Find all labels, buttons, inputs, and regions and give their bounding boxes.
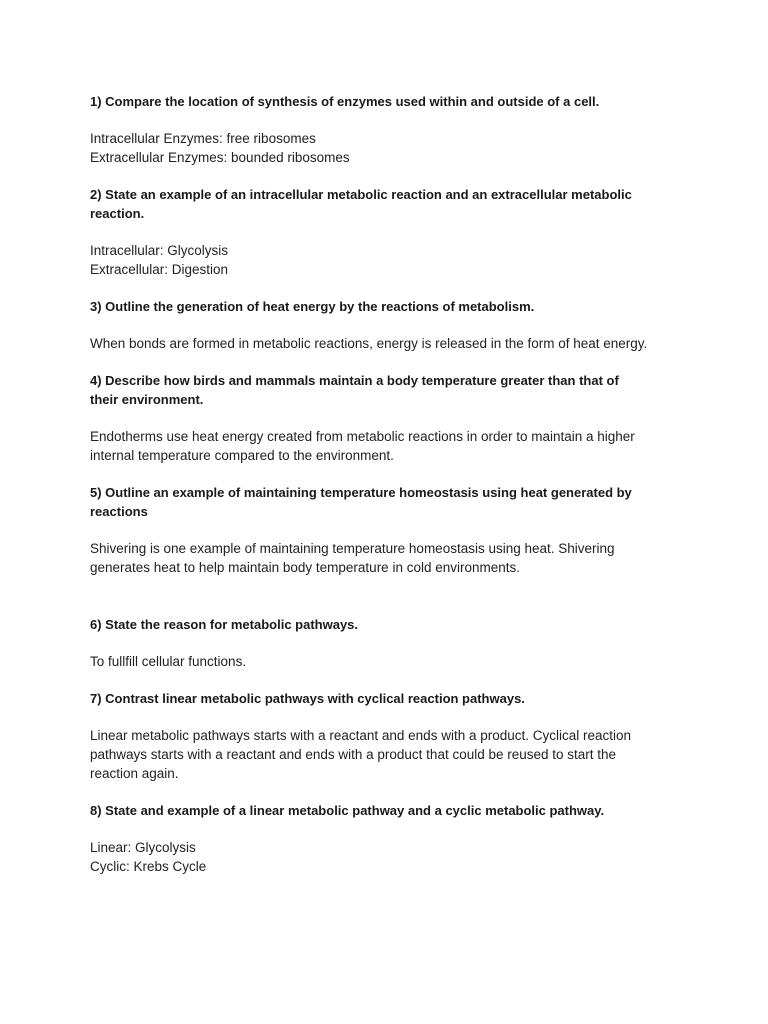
question-1: 1) Compare the location of synthesis of enzymes used within and outside of a cell.: [90, 94, 600, 109]
answer-5-line-2: generates heat to help maintain body temperature in cold environments.: [90, 560, 521, 575]
question-8: 8) State and example of a linear metabolic pathway and a cyclic metabolic pathway.: [90, 803, 605, 818]
question-5-line-2: reactions: [90, 504, 148, 519]
document-page: [90, 92, 690, 876]
question-4-line-2: their environment.: [90, 392, 204, 407]
answer-4-line-1: Endotherms use heat energy created from metabolic reactions in order to maintain a higher: [90, 429, 635, 444]
answer-4-line-2: internal temperature compared to the environment.: [90, 448, 394, 463]
answer-8-line-1: Linear: Glycolysis: [90, 840, 196, 855]
answer-7-line-3: reaction again.: [90, 766, 179, 781]
answer-6-line-1: To fullfill cellular functions.: [90, 654, 247, 669]
question-7: 7) Contrast linear metabolic pathways with cyclical reaction pathways.: [90, 691, 525, 706]
question-3: 3) Outline the generation of heat energy by the reactions of metabolism.: [90, 299, 535, 314]
answer-1-line-2: Extracellular Enzymes: bounded ribosomes: [90, 150, 350, 165]
answer-8-line-2: Cyclic: Krebs Cycle: [90, 859, 207, 874]
question-4-line-1: 4) Describe how birds and mammals maintain a body temperature greater than that of: [90, 373, 619, 388]
question-6: 6) State the reason for metabolic pathways.: [90, 617, 359, 632]
answer-1-line-1: Intracellular Enzymes: free ribosomes: [90, 131, 316, 146]
question-2-line-1: 2) State an example of an intracellular metabolic reaction and an extracellular metabolic: [90, 187, 632, 202]
question-2-line-2: reaction.: [90, 206, 145, 221]
answer-3-line-1: When bonds are formed in metabolic reactions, energy is released in the form of heat energy.: [90, 336, 648, 351]
answer-2-line-2: Extracellular: Digestion: [90, 262, 229, 277]
question-5-line-1: 5) Outline an example of maintaining temperature homeostasis using heat generated by: [90, 485, 632, 500]
answer-7-line-1: Linear metabolic pathways starts with a reactant and ends with a product. Cyclical reaction: [90, 728, 632, 743]
answer-7-line-2: pathways starts with a reactant and ends with a product that could be reused to start the: [90, 747, 617, 762]
answer-5-line-1: Shivering is one example of maintaining temperature homeostasis using heat. Shivering: [90, 541, 615, 556]
answer-2-line-1: Intracellular: Glycolysis: [90, 243, 229, 258]
